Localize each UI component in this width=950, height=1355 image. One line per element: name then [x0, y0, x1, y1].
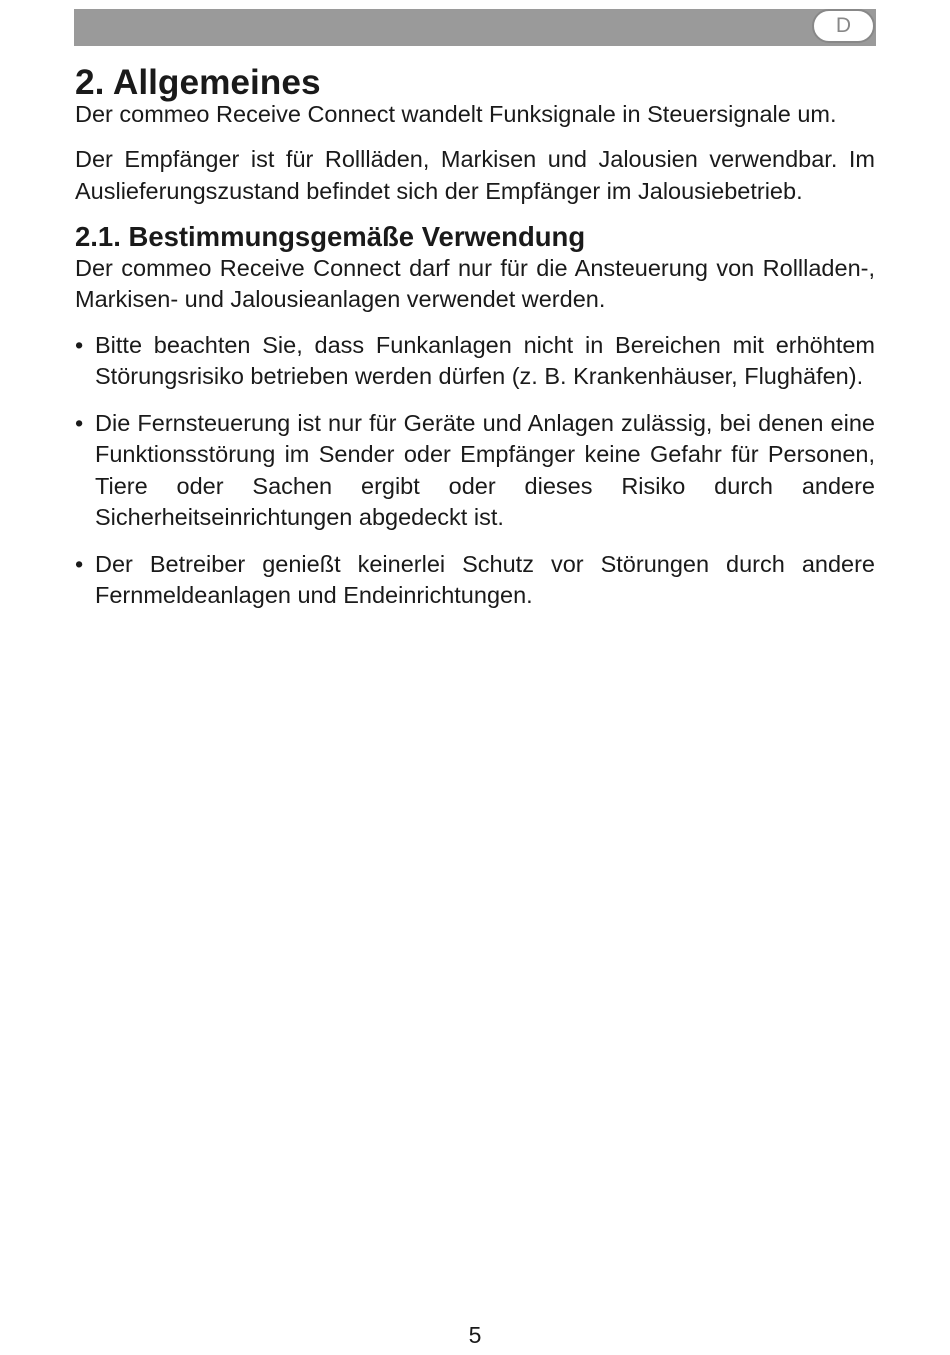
- list-item: [75, 408, 875, 534]
- usage-paragraph: Der commeo Receive Connect darf nur für die Ansteuerung von Rollladen-, Markisen- und Jalousieanlagen verwendet werden.: [75, 254, 875, 312]
- bullet-text: Bitte beachten Sie, dass Funkanlagen nicht in Bereichen mit erhöhtem Störungsrisiko betrieben werden dürfen (z. B. Krankenhäuser, Flughäfen).: [95, 331, 875, 389]
- header-bar: [74, 9, 876, 46]
- section-heading: 2. Allgemeines: [75, 63, 321, 102]
- bullet-text: Der Betreiber genießt keinerlei Schutz vor Störungen durch andere Fernmeldeanlagen und Endeinrichtungen.: [95, 550, 875, 608]
- bullet-list: [75, 330, 875, 612]
- bullet-icon: •: [75, 331, 84, 358]
- subsection-heading: 2.1. Bestimmungsgemäße Verwendung: [75, 221, 586, 252]
- receiver-paragraph: Der Empfänger ist für Rollläden, Markisen und Jalousien verwendbar. Im Auslieferungszustand befindet sich der Empfänger im Jalousiebetrieb.: [75, 146, 875, 204]
- main-content: [75, 63, 875, 627]
- bullet-text: Die Fernsteuerung ist nur für Geräte und Anlagen zulässig, bei denen eine Funktionsstörung im Sender oder Empfänger keine Gefahr für Personen, Tiere oder Sachen ergibt oder dieses Risiko durch andere Sicherheitseinrichtungen abgedeckt ist.: [95, 409, 875, 530]
- language-badge: D: [812, 9, 875, 43]
- list-item: [75, 330, 875, 393]
- bullet-icon: •: [75, 409, 84, 436]
- page-number: 5: [468, 1322, 482, 1348]
- list-item: [75, 549, 875, 612]
- bullet-icon: •: [75, 550, 84, 577]
- intro-paragraph: Der commeo Receive Connect wandelt Funksignale in Steuersignale um.: [75, 100, 837, 127]
